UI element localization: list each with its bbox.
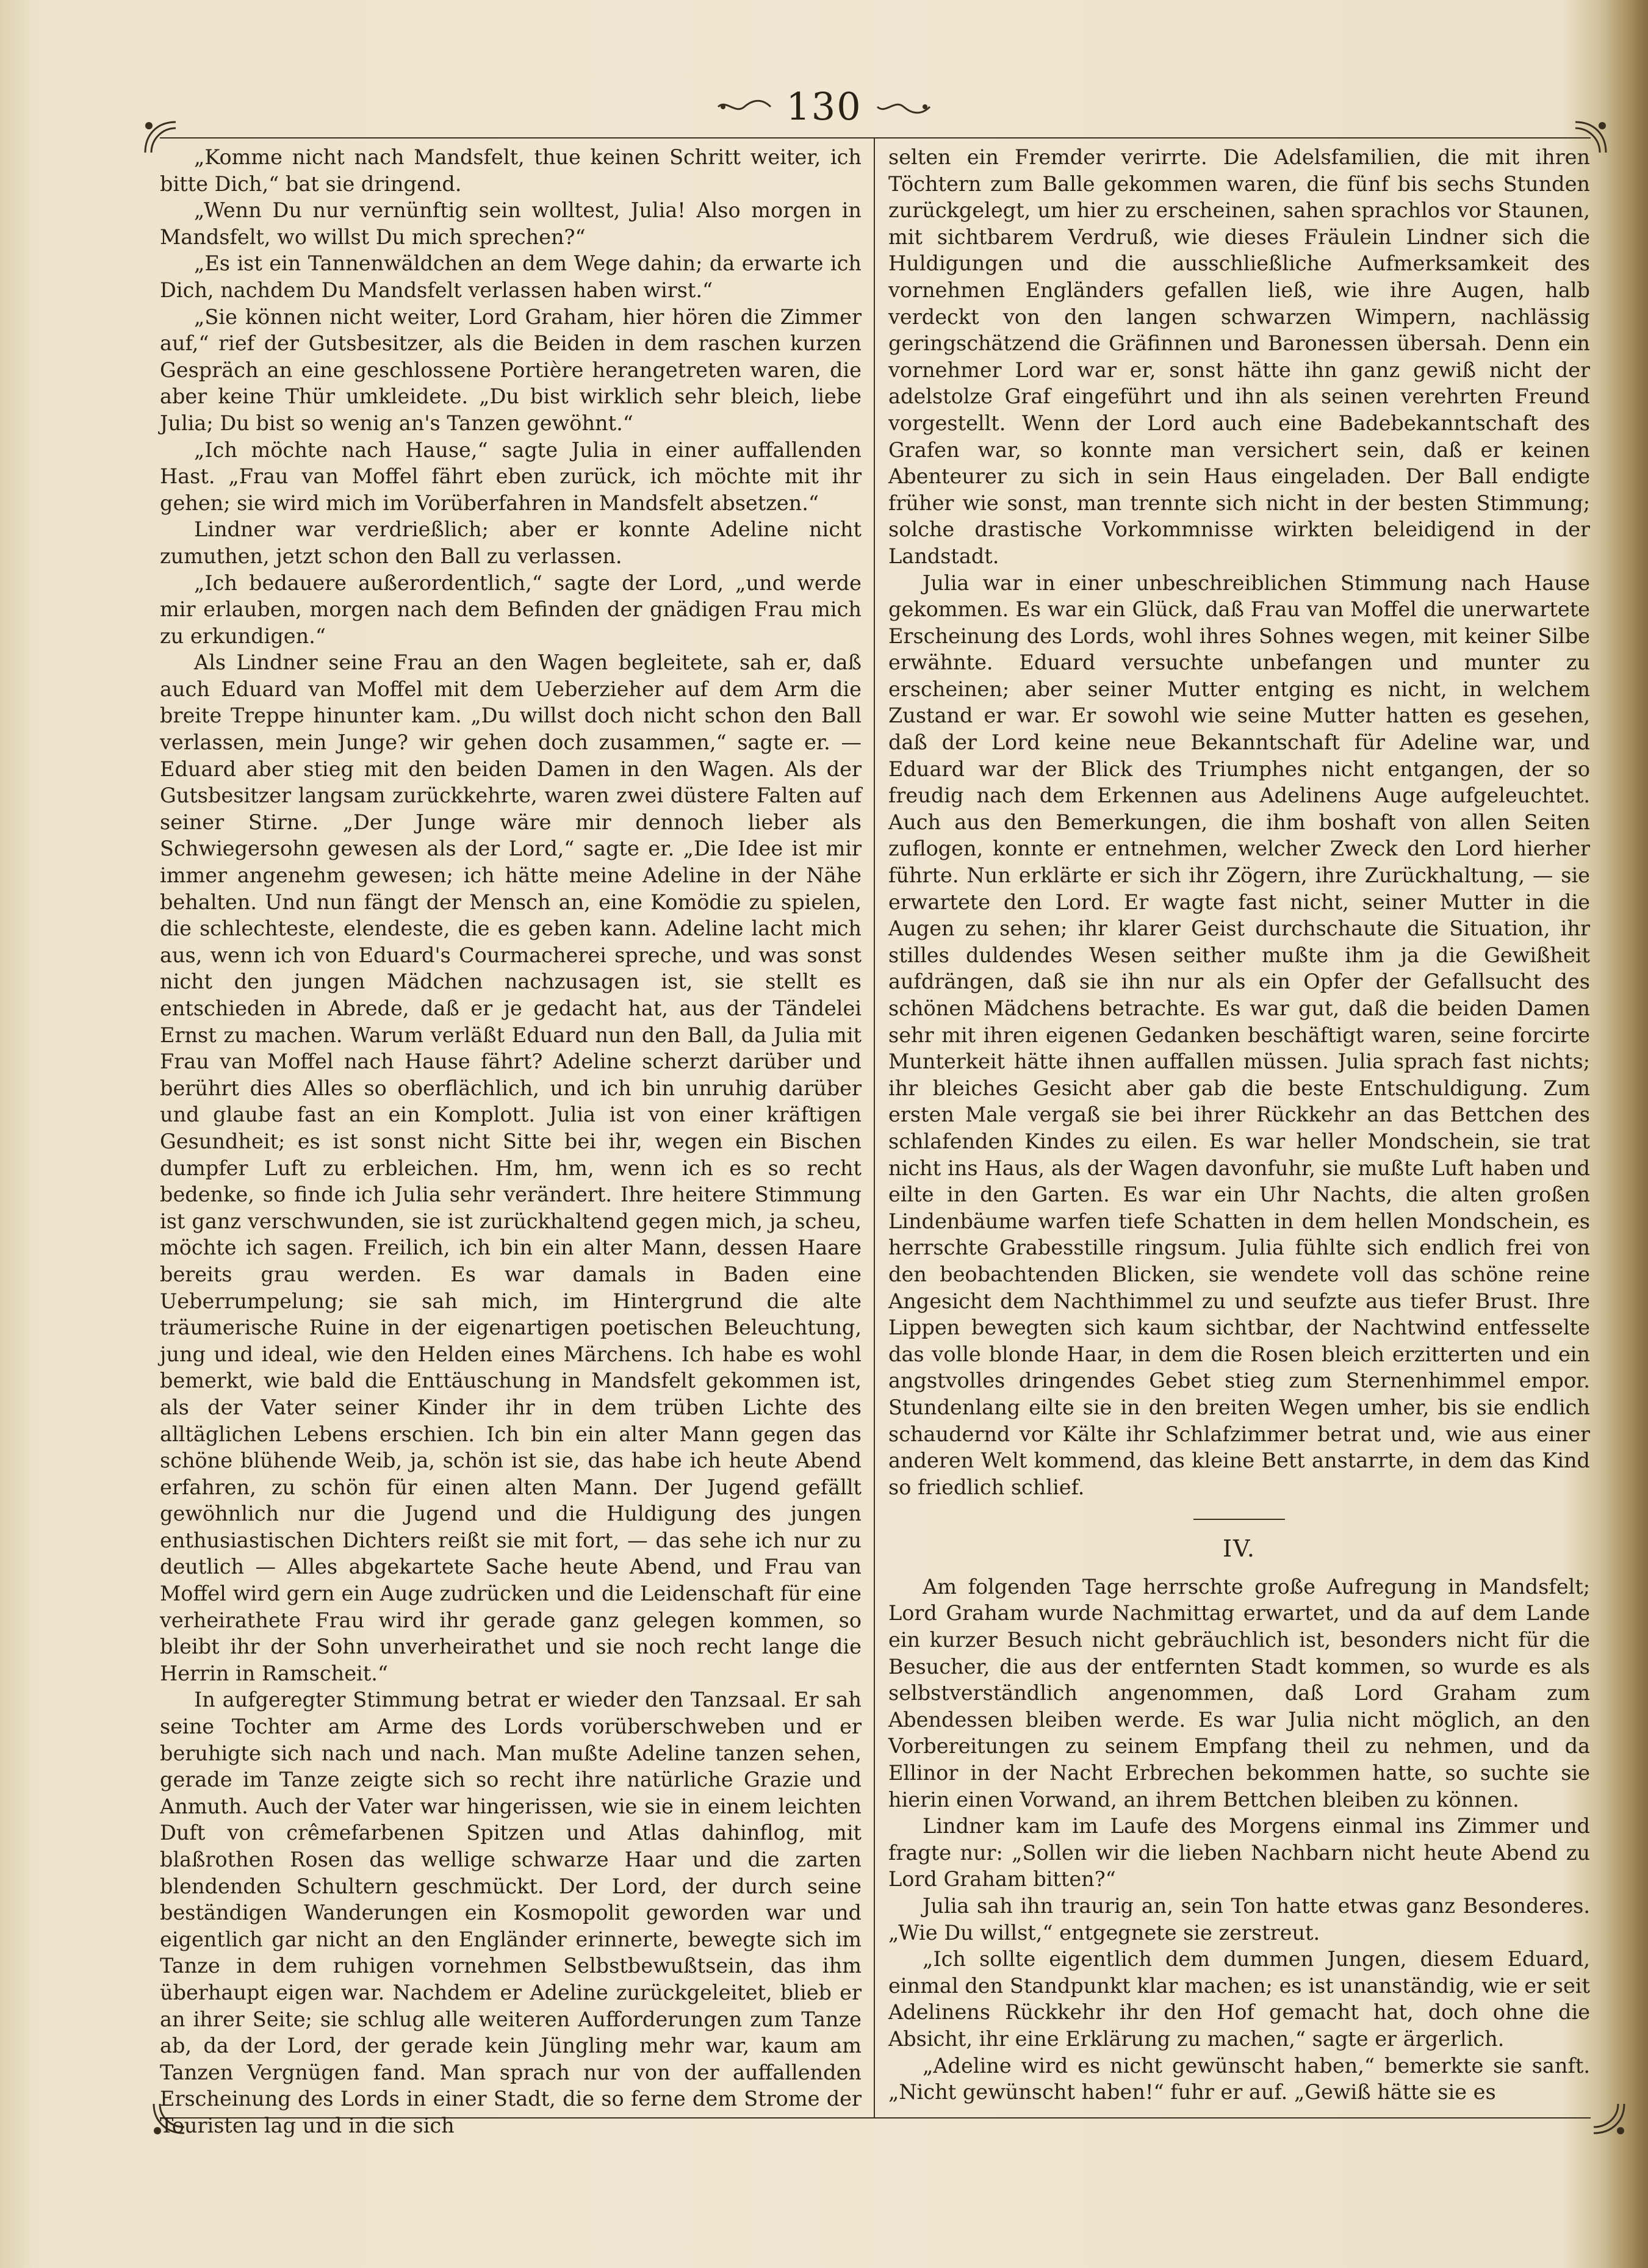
binding-shadow (1599, 0, 1648, 2268)
paragraph: „Es ist ein Tannenwäldchen an dem Wege dahin; da erwarte ich Dich, nachdem Du Mandsfelt verlassen haben wirst.“ (160, 251, 862, 302)
paragraph: „Sie können nicht weiter, Lord Graham, hier hören die Zimmer auf,“ rief der Gutsbesitzer, als die Beiden in dem raschen kurzen Gespräch an eine geschlossene Portière herangetreten waren, die aber keine Thür umkleidete. „Du bist wirklich sehr bleich, liebe Julia; Du bist so wenig an's Tanzen gewöhnt.“ (160, 304, 862, 435)
paragraph: Julia sah ihn traurig an, sein Ton hatte etwas ganz Besonderes. „Wie Du willst,“ entgegnete sie zerstreut. (888, 1894, 1590, 1945)
paragraph: „Adeline wird es nicht gewünscht haben,“ bemerkte sie sanft. „Nicht gewünscht haben!“ fuhr er auf. „Gewiß hätte sie es (888, 2053, 1590, 2104)
chapter-heading: IV. (1223, 1535, 1256, 1563)
left-column (160, 144, 862, 2139)
right-column (888, 144, 1590, 2106)
paragraph: In aufgeregter Stimmung betrat er wieder den Tanzsaal. Er sah seine Tochter am Arme des Lords vorüberschweben und er beruhigte sich nach und nach. Man mußte Adeline tanzen sehen, gerade im Tanze zeigte sich so recht ihre natürliche Grazie und Anmuth. Auch der Vater war hingerissen, wie sie in einem leichten Duft von crêmefarbenen Spitzen und Atlas dahinflog, mit blaßrothen Rosen das wellige schwarze Haar und die zarten blendenden Schultern geschmückt. Der Lord, der durch seine beständigen Wanderungen ein Kosmopolit geworden war und eigentlich gar nicht an den Engländer erinnerte, bewegte sich im Tanze in dem ruhigen vornehmen Selbstbewußtsein, das ihm überhaupt eigen war. Nachdem er Adeline zurückgeleitet, blieb er an ihrer Seite; sie schlug alle weiteren Aufforderungen zum Tanze ab, da der Lord, der gerade kein Jüngling mehr war, kaum am Tanzen Vergnügen fand. Man sprach nur von der auffallenden Erscheinung des Lords in einer Stadt, die so ferne dem Strome der Touristen lag und in die sich (160, 1688, 862, 2137)
paragraph: „Ich möchte nach Hause,“ sagte Julia in einer auffallenden Hast. „Frau van Moffel fährt eben zurück, ich möchte mit ihr gehen; sie wird mich im Vorüberfahren in Mandsfelt absetzen.“ (160, 437, 862, 515)
paragraph: „Wenn Du nur vernünftig sein wolltest, Julia! Also morgen in Mandsfelt, wo willst Du mich sprechen?“ (160, 198, 862, 249)
page-header (0, 84, 1648, 129)
section-separator (1193, 1519, 1285, 1520)
paragraph: Am folgenden Tage herrschte große Aufregung in Mandsfelt; Lord Graham wurde Nachmittag erwartet, und da auf dem Lande ein kurzer Besuch nicht gebräuchlich ist, besonders nicht für die Besucher, die aus der entfernten Stadt kommen, so wurde es als selbstverständlich angenommen, daß Lord Graham zum Abendessen bleiben werde. Es war Julia nicht möglich, an den Vorbereitungen zu seinem Empfang theil zu nehmen, und da Ellinor in der Nacht Erbrechen bekommen hatte, so suchte sie hierin einen Vorwand, an ihrem Bettchen bleiben zu können. (888, 1574, 1590, 1812)
column-divider (874, 137, 875, 2117)
paragraph: Lindner kam im Laufe des Morgens einmal ins Zimmer und fragte nur: „Sollen wir die lieben Nachbarn nicht heute Abend zu Lord Graham bitten?“ (888, 1814, 1590, 1892)
header-rule (160, 137, 1591, 139)
paragraph: Lindner war verdrießlich; aber er konnte Adeline nicht zumuthen, jetzt schon den Ball zu verlassen. (160, 517, 862, 568)
paragraph: „Komme nicht nach Mandsfelt, thue keinen Schritt weiter, ich bitte Dich,“ bat sie dringend. (160, 145, 862, 196)
paragraph: „Ich sollte eigentlich dem dummen Jungen, diesem Eduard, einmal den Standpunkt klar machen; es ist unanständig, wie er seit Adelinens Rückkehr ihr den Hof gemacht hat, doch ohne die Absicht, ihr eine Erklärung zu machen,“ sagte er ärgerlich. (888, 1947, 1590, 2051)
paragraph: selten ein Fremder verirrte. Die Adelsfamilien, die mit ihren Töchtern zum Balle gekommen waren, die fünf bis sechs Stunden zurückgelegt, um hier zu erscheinen, sahen sprachlos vor Staunen, mit sichtbarem Verdruß, wie dieses Fräulein Lindner sich die Huldigungen und die ausschließliche Aufmerksamkeit des vornehmen Engländers gefallen ließ, wie ihre Augen, halb verdeckt von den langen schwarzen Wimpern, nachlässig geringschätzend die Gräfinnen und Baronessen übersah. Denn ein vornehmer Lord war er, sonst hätte ihn ganz gewiß nicht der adelstolze Graf eingeführt und ihn als seinen verehrten Freund vorgestellt. Wenn der Lord auch eine Badebekanntschaft des Grafen war, so konnte man versichert sein, daß er keinen Abenteurer zu sich in sein Haus eingeladen. Der Ball endigte früher wie sonst, man trennte sich nicht in der besten Stimmung; solche drastische Vorkommnisse wirkten beleidigend in der Landstadt. (888, 145, 1590, 568)
paragraph: „Ich bedauere außerordentlich,“ sagte der Lord, „und werde mir erlauben, morgen nach dem Befinden der gnädigen Frau mich zu erkundigen.“ (160, 571, 862, 648)
paragraph: Als Lindner seine Frau an den Wagen begleitete, sah er, daß auch Eduard van Moffel mit dem Ueberzieher auf dem Arm die breite Treppe hinunter kam. „Du willst doch nicht schon den Ball verlassen, mein Junge? wir gehen doch zusammen,“ sagte er. — Eduard aber stieg mit den beiden Damen in den Wagen. Als der Gutsbesitzer langsam zurückkehrte, waren zwei düstere Falten auf seiner Stirne. „Der Junge wäre mir dennoch lieber als Schwiegersohn gewesen als der Lord,“ sagte er. „Die Idee ist mir immer angenehm gewesen; ich hätte meine Adeline in der Nähe behalten. Und nun fängt der Mensch an, eine Komödie zu spielen, die schlechteste, elendeste, die es geben kann. Adeline lacht mich aus, wenn ich von Eduard's Courmacherei spreche, und was sonst nicht den jungen Mädchen nachzusagen ist, sie stellt es entschieden in Abrede, daß er je gedacht hat, aus der Tändelei Ernst zu machen. Warum verläßt Eduard nun den Ball, da Julia mit Frau van Moffel nach Hause fährt? Adeline scherzt darüber und berührt dies Alles so oberflächlich, und ich bin unruhig darüber und glaube fast an ein Komplott. Julia ist von einer kräftigen Gesundheit; es ist sonst nicht Sitte bei ihr, wegen ein Bischen dumpfer Luft zu erbleichen. Hm, hm, wenn ich es so recht bedenke, so finde ich Julia sehr verändert. Ihre heitere Stimmung ist ganz verschwunden, sie ist zurückhaltend gegen mich, ja scheu, möchte ich sagen. Freilich, ich bin ein alter Mann, dessen Haare bereits grau werden. Es war damals in Baden eine Ueberrumpelung; sie sah mich, im Hintergrund die alte träumerische Ruine in der eigenartigen poetischen Beleuchtung, jung und ideal, wie den Helden eines Märchens. Ich habe es wohl bemerkt, wie bald die Enttäuschung in Mandsfelt gekommen ist, als der Vater seiner Kinder ihr in dem trüben Lichte des alltäglichen Lebens erschien. Ich bin ein alter Mann gegen das schöne blühende Weib, ja, schön ist sie, das habe ich heute Abend erfahren, zu schön für einen alten Mann. Der Jugend gefällt gewöhnlich nur die Jugend und die Huldigung des jungen enthusiastischen Dichters reißt sie mit fort, — das sehe ich nur zu deutlich — Alles abgekartete Sache heute Abend, und Frau van Moffel wird gern ein Auge zudrücken und die Leidenschaft für eine verheirathete Frau wird ihr gerade ganz gelegen kommen, so bleibt ihr der Sohn unverheirathet und sie noch recht lange die Herrin in Ramscheit.“ (160, 650, 862, 1685)
flourish-left-icon (717, 98, 772, 116)
corner-ornament-bottom-right-icon (1586, 2097, 1630, 2140)
paragraph: Julia war in einer unbeschreiblichen Stimmung nach Hause gekommen. Es war ein Glück, daß Frau van Moffel die unerwartete Erscheinung des Lords, wohl ihres Sohnes wegen, mit keiner Silbe erwähnte. Eduard versuchte unbefangen und munter zu erscheinen; aber seiner Mutter entging es nicht, in welchem Zustand er war. Er sowohl wie seine Mutter hatten es gesehen, daß der Lord keine neue Bekanntschaft für Adeline war, und Eduard war der Blick des Triumphes nicht entgangen, der so freudig nach dem Erkennen aus Adelinens Auge aufgeleuchtet. Auch aus den Bemerkungen, die ihm boshaft von allen Seiten zuflogen, konnte er entnehmen, welcher Zweck den Lord hierher führte. Nun erklärte er sich ihr Zögern, ihre Zurückhaltung, — sie erwartete den Lord. Er wagte fast nicht, seiner Mutter in die Augen zu sehen; ihr klarer Geist durchschaute die Situation, ihr stilles duldendes Wesen seither mußte ihm ja die Gewißheit aufdrängen, daß sie ihn nur als ein Opfer der Gefallsucht des schönen Mädchens betrachte. Es war gut, daß die beiden Damen sehr mit ihren eigenen Gedanken beschäftigt waren, seine forcirte Munterkeit hätte ihnen auffallen müssen. Julia sprach fast nichts; ihr bleiches Gesicht aber gab die beste Entschuldigung. Zum ersten Male vergaß sie bei ihrer Rückkehr an das Bettchen des schlafenden Kindes zu eilen. Es war heller Mondschein, sie trat nicht ins Haus, als der Wagen davonfuhr, sie mußte Luft haben und eilte in den Garten. Es war ein Uhr Nachts, die alten großen Lindenbäume warfen tiefe Schatten in dem hellen Mondschein, es herrschte Grabesstille ringsum. Julia fühlte sich endlich frei von den beobachtenden Blicken, sie wendete voll das schöne reine Angesicht dem Nachthimmel zu und seufzte aus tiefer Brust. Ihre Lippen bewegten sich kaum sichtbar, der Nachtwind entfesselte das volle blonde Haar, in dem die Rosen bleich erzitterten und ein angstvolles dringendes Gebet stieg zum Sternenhimmel empor. Stundenlang eilte sie in den breiten Wegen umher, bis sie endlich schaudernd vor Kälte ihr Schlafzimmer betrat und, wie aus einer anderen Welt kommend, das kleine Bett anstarrte, in dem das Kind so friedlich schlief. (888, 571, 1590, 1499)
flourish-right-icon (876, 98, 931, 116)
page-number: 130 (786, 84, 862, 129)
